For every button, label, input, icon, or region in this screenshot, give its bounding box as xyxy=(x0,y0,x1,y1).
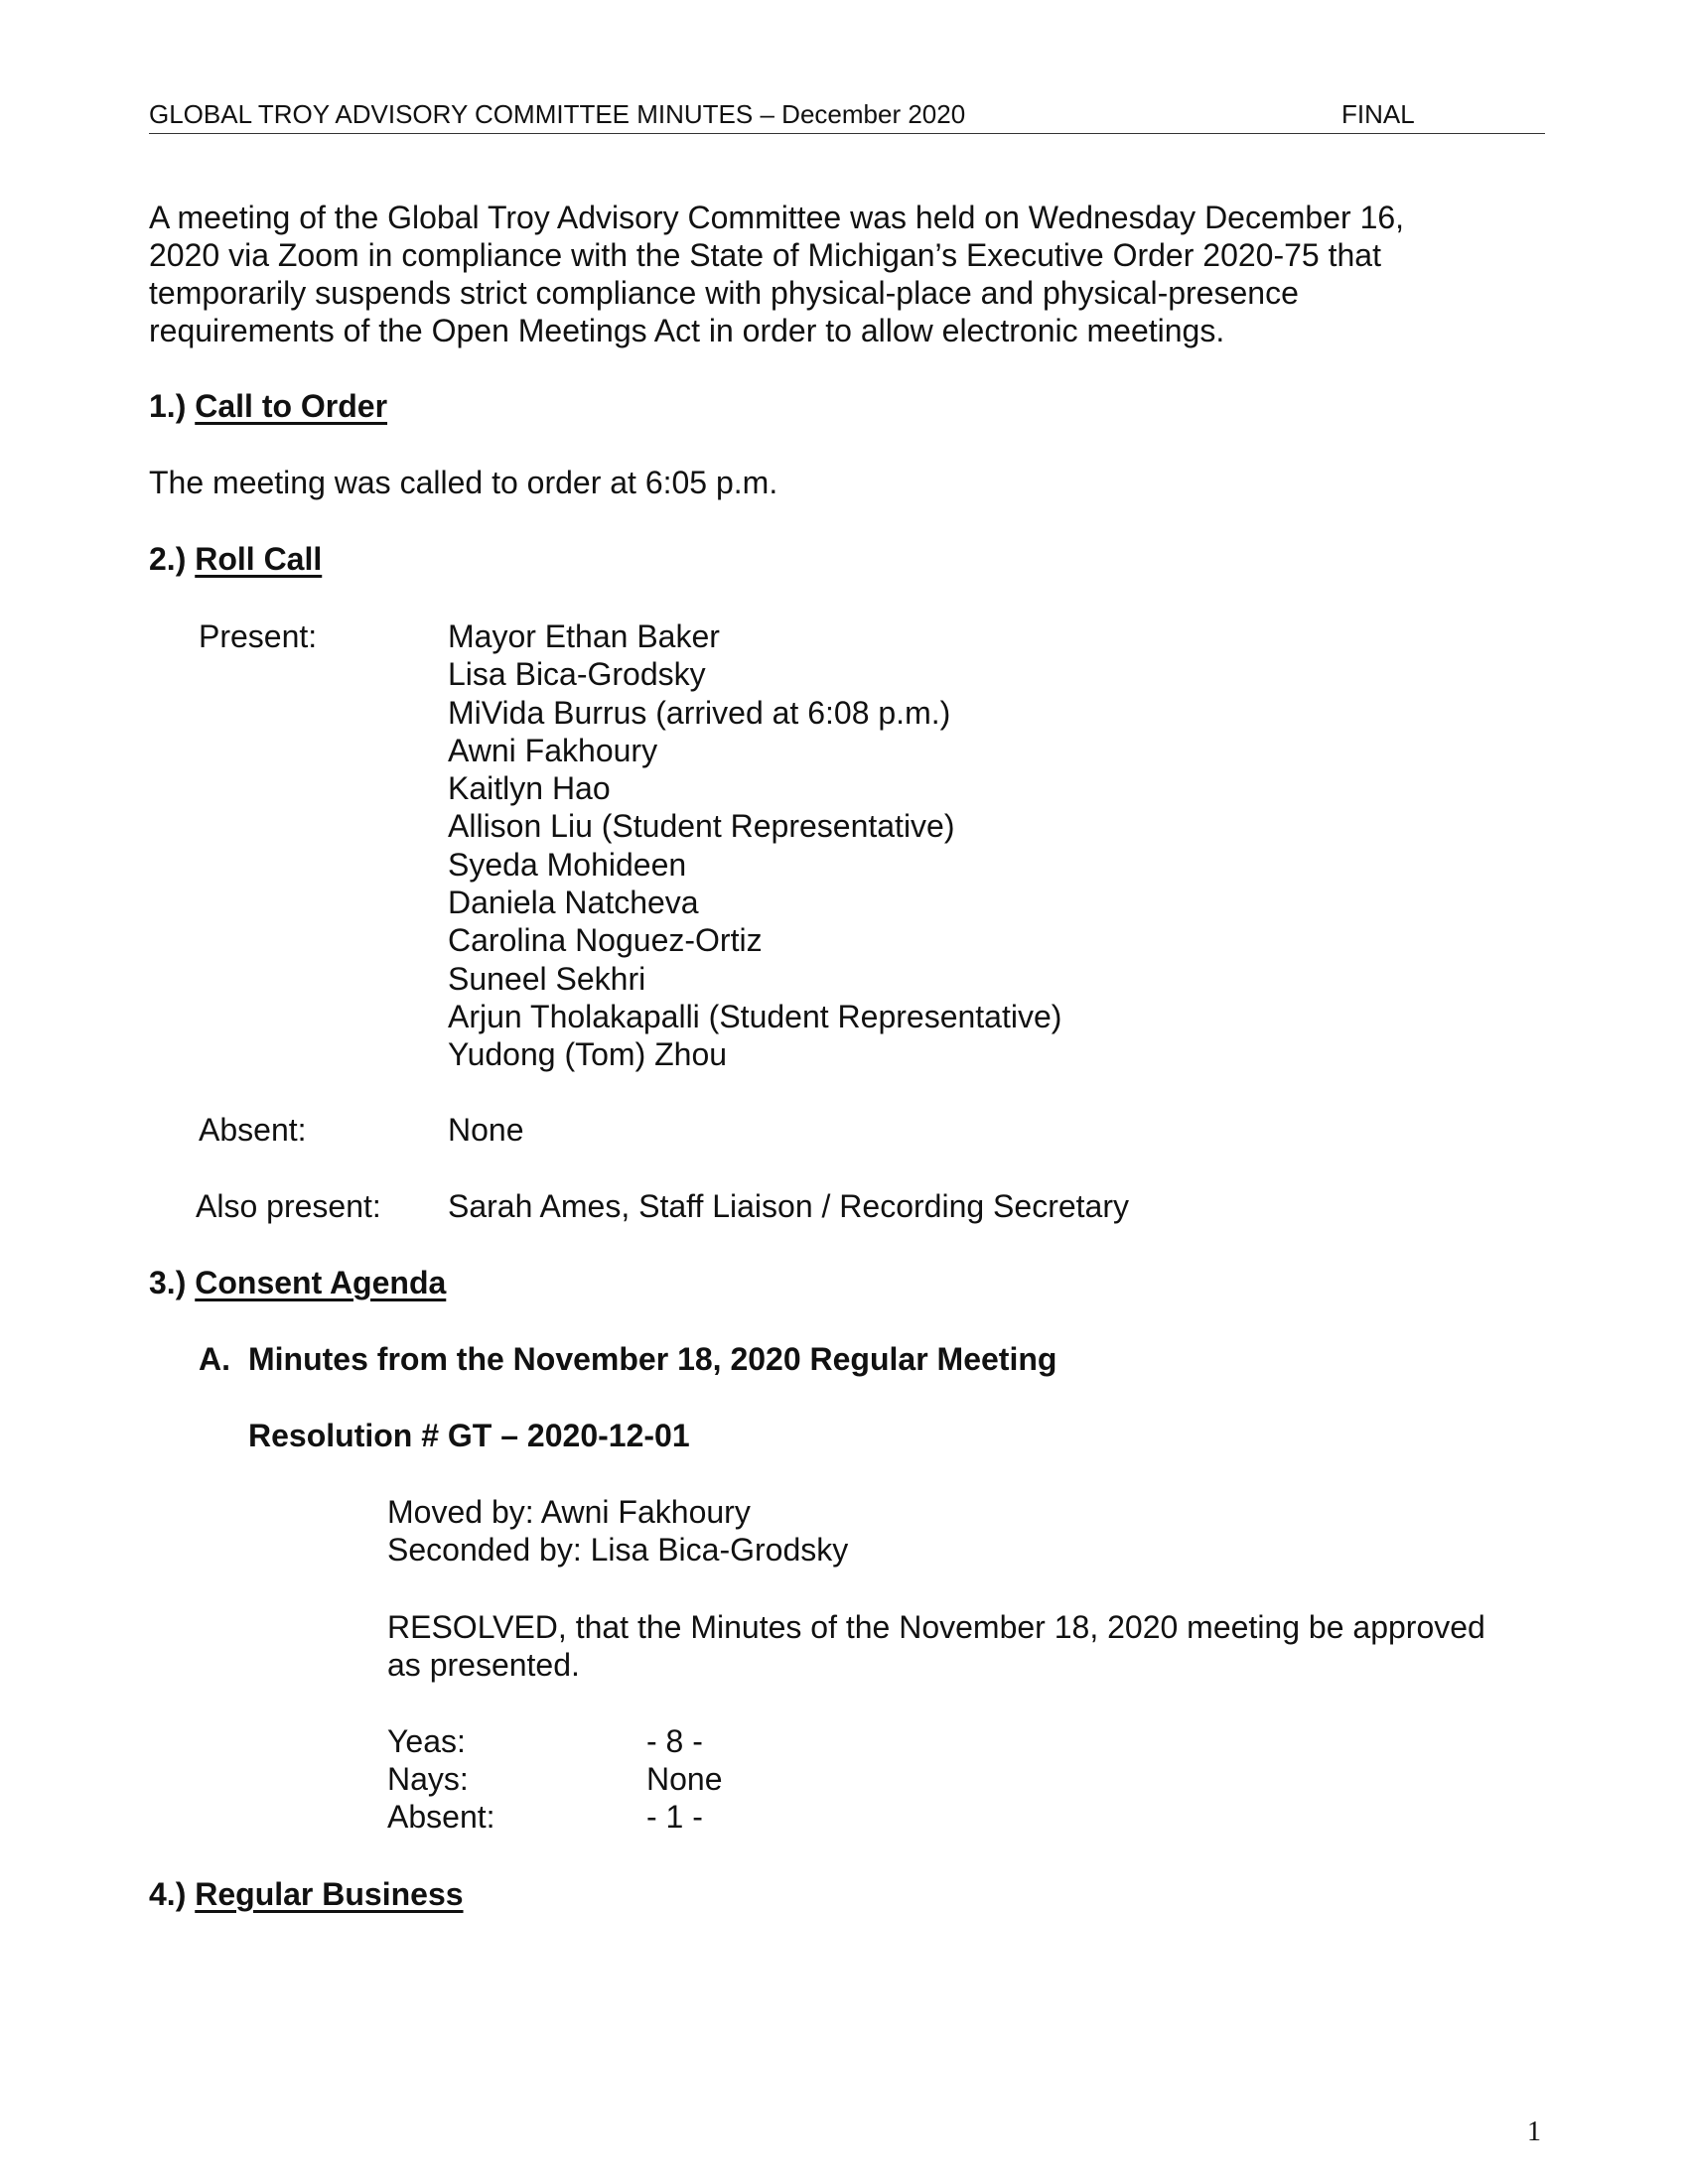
intro-line: A meeting of the Global Troy Advisory Committee was held on Wednesday December 16, xyxy=(149,200,1405,235)
absent-label: Absent: xyxy=(199,1112,307,1148)
section-regular-business-heading xyxy=(149,1875,464,1913)
header-divider xyxy=(149,133,1545,134)
list-item: Yudong (Tom) Zhou xyxy=(448,1036,728,1073)
intro-line: 2020 via Zoom in compliance with the State of Michigan’s Executive Order 2020-75 that xyxy=(149,237,1381,273)
call-to-order-text: The meeting was called to order at 6:05 p.m. xyxy=(149,465,778,500)
section-number: 4.) xyxy=(149,1876,187,1912)
header-date: December 2020 xyxy=(781,99,966,129)
list-item: Syeda Mohideen xyxy=(448,846,687,883)
vote-value-nays: None xyxy=(646,1761,723,1797)
vote-label-absent: Absent: xyxy=(387,1799,495,1835)
list-item: Suneel Sekhri xyxy=(448,960,646,997)
also-present-value: Sarah Ames, Staff Liaison / Recording Secretary xyxy=(448,1188,1129,1224)
section-number: 1.) xyxy=(149,388,187,424)
section-title: Regular Business xyxy=(195,1876,464,1912)
intro-line: temporarily suspends strict compliance with physical-place and physical-presence xyxy=(149,275,1299,311)
header-status: FINAL xyxy=(1341,99,1415,129)
intro-line: requirements of the Open Meetings Act in order to allow electronic meetings. xyxy=(149,313,1225,348)
absent-value: None xyxy=(448,1112,524,1148)
list-item: Allison Liu (Student Representative) xyxy=(448,808,955,845)
list-item: MiVida Burrus (arrived at 6:08 p.m.) xyxy=(448,694,951,731)
seconded-by: Seconded by: Lisa Bica-Grodsky xyxy=(387,1532,849,1568)
present-list xyxy=(448,617,1061,1074)
page-number: 1 xyxy=(1527,2116,1541,2147)
resolution-number: Resolution # GT – 2020-12-01 xyxy=(248,1418,690,1453)
section-title: Consent Agenda xyxy=(195,1265,447,1300)
section-roll-call-heading xyxy=(149,540,322,578)
also-present-label: Also present: xyxy=(196,1188,381,1224)
section-call-to-order-heading xyxy=(149,387,387,425)
section-consent-agenda-heading xyxy=(149,1264,446,1301)
list-item: Mayor Ethan Baker xyxy=(448,618,720,654)
list-item: Daniela Natcheva xyxy=(448,885,699,921)
list-item: Lisa Bica-Grodsky xyxy=(448,656,706,693)
resolved-text-continued: as presented. xyxy=(387,1647,580,1683)
section-number: 3.) xyxy=(149,1265,187,1300)
vote-label-nays: Nays: xyxy=(387,1761,469,1797)
header-committee-name: GLOBAL TROY ADVISORY COMMITTEE MINUTES xyxy=(149,99,754,129)
section-number: 2.) xyxy=(149,541,187,577)
vote-value-yeas: - 8 - xyxy=(646,1723,703,1759)
vote-label-yeas: Yeas: xyxy=(387,1723,466,1759)
list-item: Kaitlyn Hao xyxy=(448,770,611,807)
list-item: Awni Fakhoury xyxy=(448,732,658,768)
agenda-item-title: Minutes from the November 18, 2020 Regular Meeting xyxy=(248,1341,1057,1377)
vote-value-absent: - 1 - xyxy=(646,1799,703,1835)
list-item: Carolina Noguez-Ortiz xyxy=(448,922,763,959)
section-title: Call to Order xyxy=(195,388,388,424)
agenda-item-letter: A. xyxy=(199,1341,230,1377)
resolved-text: RESOLVED, that the Minutes of the November 18, 2020 meeting be approved xyxy=(387,1609,1485,1645)
list-item: Arjun Tholakapalli (Student Representative) xyxy=(448,998,1062,1034)
section-title: Roll Call xyxy=(195,541,323,577)
present-label: Present: xyxy=(199,618,318,654)
header-separator: – xyxy=(753,99,782,129)
header-title xyxy=(149,99,965,130)
moved-by: Moved by: Awni Fakhoury xyxy=(387,1494,751,1530)
intro-paragraph xyxy=(149,199,1559,349)
